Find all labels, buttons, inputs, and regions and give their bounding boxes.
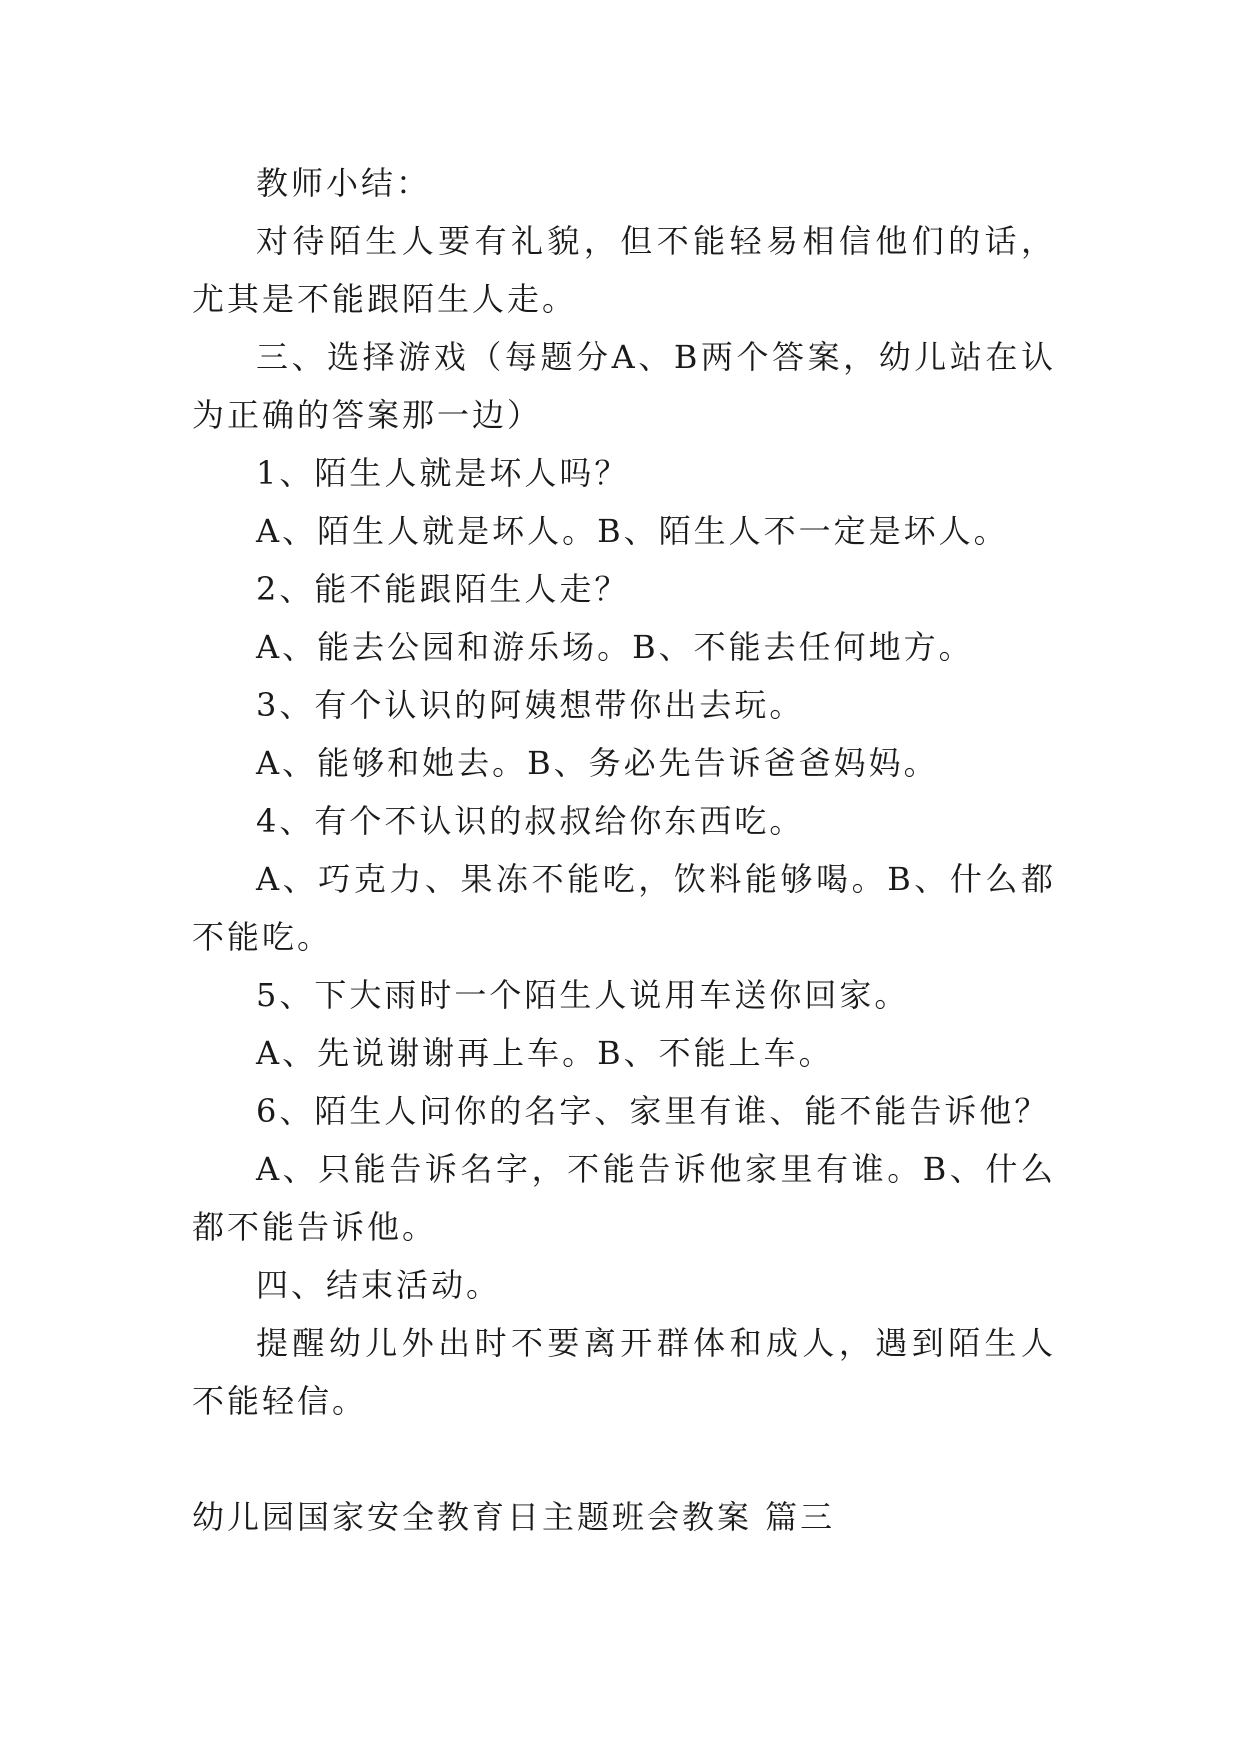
answer-3: A、能够和她去。B、务必先告诉爸爸妈妈。 — [256, 744, 939, 782]
answer-1: A、陌生人就是坏人。B、陌生人不一定是坏人。 — [256, 512, 1009, 550]
answer-4: A、巧克力、果冻不能吃，饮料能够喝。B、什么都不能吃。 — [192, 860, 1056, 956]
paragraph-summary-label: 教师小结： — [256, 164, 432, 202]
section-heading: 幼儿园国家安全教育日主题班会教案 篇三 — [192, 1498, 836, 1536]
document-page — [192, 154, 1056, 1546]
paragraph-reminder: 提醒幼儿外出时不要离开群体和成人，遇到陌生人不能轻信。 — [192, 1324, 1056, 1420]
paragraph-game-intro: 三、选择游戏（每题分A、B两个答案，幼儿站在认为正确的答案那一边） — [192, 338, 1056, 434]
question-4: 4、有个不认识的叔叔给你东西吃。 — [256, 802, 805, 840]
question-2: 2、能不能跟陌生人走？ — [256, 570, 630, 608]
question-5: 5、下大雨时一个陌生人说用车送你回家。 — [256, 976, 910, 1014]
question-3: 3、有个认识的阿姨想带你出去玩。 — [256, 686, 805, 724]
question-1: 1、陌生人就是坏人吗？ — [256, 454, 630, 492]
paragraph-end-activity: 四、结束活动。 — [256, 1266, 502, 1304]
answer-6: A、只能告诉名字，不能告诉他家里有谁。B、什么都不能告诉他。 — [192, 1150, 1056, 1246]
answer-5: A、先说谢谢再上车。B、不能上车。 — [256, 1034, 834, 1072]
question-6: 6、陌生人问你的名字、家里有谁、能不能告诉他？ — [256, 1092, 1050, 1130]
paragraph-summary-text: 对待陌生人要有礼貌，但不能轻易相信他们的话，尤其是不能跟陌生人走。 — [192, 222, 1056, 318]
answer-2: A、能去公园和游乐场。B、不能去任何地方。 — [256, 628, 974, 666]
blank-line — [192, 1430, 1056, 1488]
